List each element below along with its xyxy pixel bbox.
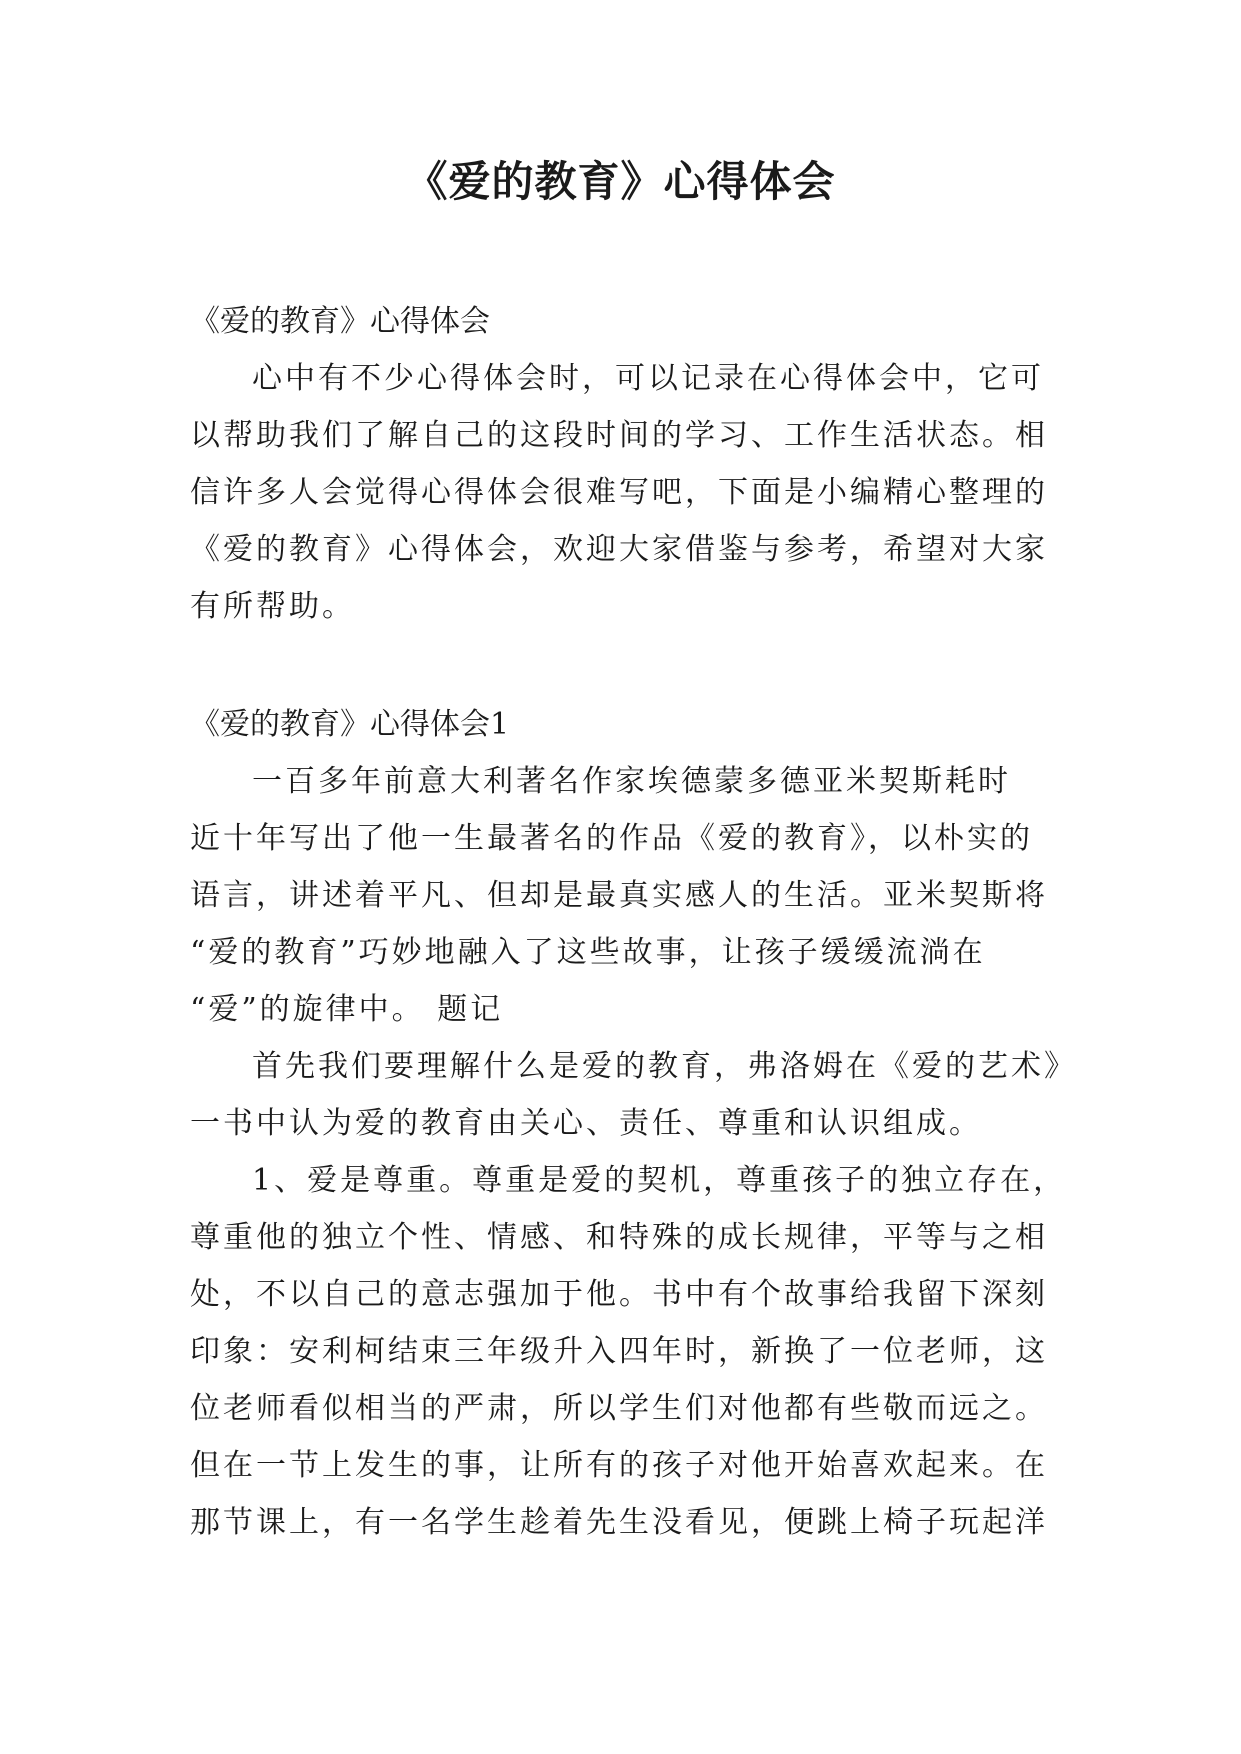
- paragraph-line: 近十年写出了他一生最著名的作品《爱的教育》，以朴实的: [190, 821, 1033, 856]
- intro-line: 《爱的教育》心得体会，欢迎大家借鉴与参考，希望对大家: [190, 532, 1048, 567]
- paragraph-line: 但在一节上发生的事，让所有的孩子对他开始喜欢起来。在: [190, 1448, 1048, 1483]
- intro-line: 信许多人会觉得心得体会很难写吧，下面是小编精心整理的: [190, 475, 1048, 510]
- paragraph-line: 尊重他的独立个性、情感、和特殊的成长规律，平等与之相: [190, 1220, 1048, 1255]
- paragraph-line: 处，不以自己的意志强加于他。书中有个故事给我留下深刻: [190, 1277, 1048, 1312]
- paragraph-line: 位老师看似相当的严肃，所以学生们对他都有些敬而远之。: [190, 1391, 1048, 1426]
- document-subtitle: 《爱的教育》心得体会: [190, 304, 490, 339]
- paragraph-line: 1、爱是尊重。尊重是爱的契机，尊重孩子的独立存在，: [252, 1163, 1067, 1198]
- paragraph-line: 语言，讲述着平凡、但却是最真实感人的生活。亚米契斯将: [190, 878, 1048, 913]
- paragraph-line: “爱”的旋律中。 题记: [190, 992, 504, 1027]
- paragraph-line: 那节课上，有一名学生趁着先生没看见，便跳上椅子玩起洋: [190, 1505, 1048, 1540]
- paragraph-line: 一书中认为爱的教育由关心、责任、尊重和认识组成。: [190, 1106, 982, 1141]
- intro-line: 以帮助我们了解自己的这段时间的学习、工作生活状态。相: [190, 418, 1048, 453]
- section-heading: 《爱的教育》心得体会1: [190, 707, 510, 742]
- paragraph-line: 首先我们要理解什么是爱的教育，弗洛姆在《爱的艺术》: [252, 1049, 1077, 1084]
- paragraph-line: 印象：安利柯结束三年级升入四年时，新换了一位老师，这: [190, 1334, 1048, 1369]
- intro-line: 心中有不少心得体会时，可以记录在心得体会中，它可: [252, 361, 1044, 396]
- document-title: 《爱的教育》心得体会: [405, 157, 836, 206]
- intro-line: 有所帮助。: [190, 589, 355, 624]
- paragraph-line: 一百多年前意大利著名作家埃德蒙多德亚米契斯耗时: [252, 764, 1011, 799]
- paragraph-line: “爱的教育”巧妙地融入了这些故事，让孩子缓缓流淌在: [190, 935, 986, 970]
